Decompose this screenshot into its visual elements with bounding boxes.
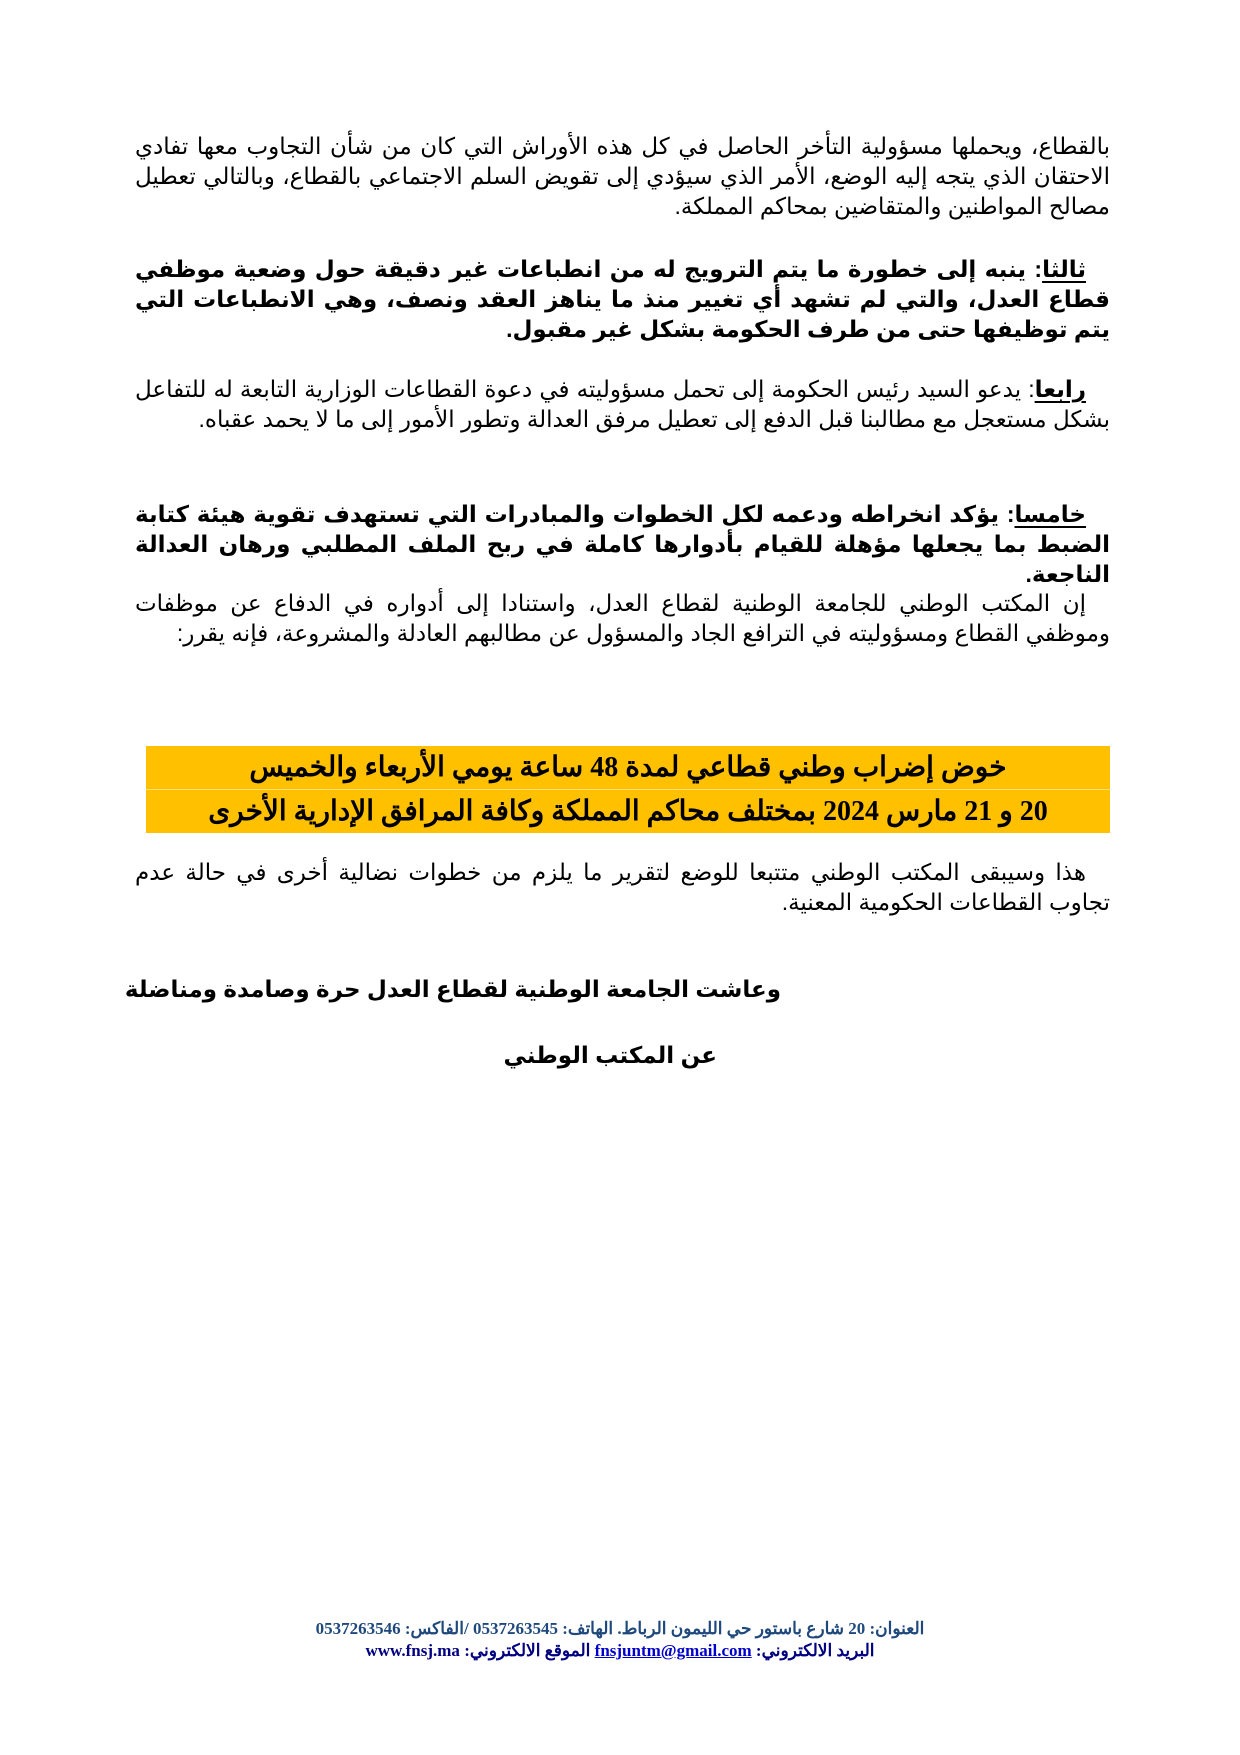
page-footer [0, 1618, 1240, 1662]
item-label-rabian: رابعا [1034, 376, 1086, 402]
item-label-thalithan: ثالثا [1042, 256, 1086, 282]
paragraph-decision-preamble [135, 588, 1110, 648]
email-link[interactable]: fnsjuntm@gmail.com [594, 1641, 752, 1660]
paragraph-text: بالقطاع، ويحملها مسؤولية التأخر الحاصل في كل هذه الأوراش التي كان من شأن التجاوب معها تفادي الاحتقان الذي يتجه إليه الوضع، الأمر الذي سيؤدي إلى تقويض السلم الاجتماعي بالقطاع، وبالتالي تعطيل مصالح المواطنين والمتقاضين بمحاكم المملكة. [135, 133, 1110, 219]
address-label: العنوان: [869, 1619, 925, 1638]
paragraph-text: إن المكتب الوطني للجامعة الوطنية لقطاع العدل، واستنادا إلى أدواره في الدفاع عن موظفات وموظفي القطاع ومسؤوليته في الترافع الجاد والمسؤول عن مطالبهم العادلة والمشروعة، فإنه يقرر: [135, 590, 1110, 646]
address-value: 20 شارع باستور حي الليمون الرباط. [617, 1619, 866, 1638]
closing-signoff: عن المكتب الوطني [503, 1042, 717, 1068]
paragraph-intro-continuation [135, 131, 1110, 221]
closing-slogan: وعاشت الجامعة الوطنية لقطاع العدل حرة وصامدة ومناضلة [124, 976, 781, 1002]
phone-label: الهاتف: [562, 1619, 614, 1638]
phone-value: 0537263545 [472, 1619, 558, 1638]
paragraph-khamisan [135, 499, 1110, 589]
website-value: www.fnsj.ma [365, 1641, 460, 1660]
footer-online-line [0, 1640, 1240, 1662]
banner-line-2: 20 و 21 مارس 2024 بمختلف محاكم المملكة وكافة المرافق الإدارية الأخرى [146, 789, 1110, 833]
email-label: البريد الالكتروني: [755, 1641, 875, 1660]
item-label-khamisan: خامسا [1014, 501, 1086, 527]
banner-line-1: خوض إضراب وطني قطاعي لمدة 48 ساعة يومي الأربعاء والخميس [249, 752, 1007, 783]
strike-announcement-banner [146, 746, 1110, 833]
paragraph-text: هذا وسيبقى المكتب الوطني متتبعا للوضع لتقرير ما يلزم من خطوات نضالية أخرى في حالة عدم تجاوب القطاعات الحكومية المعنية. [135, 859, 1110, 915]
fax-label: /الفاكس: [404, 1619, 469, 1638]
paragraph-follow-up [135, 857, 1110, 917]
paragraph-rabian [135, 374, 1110, 434]
paragraph-text: : ينبه إلى خطورة ما يتم الترويج له من انطباعات غير دقيقة حول وضعية موظفي قطاع العدل، والتي لم تشهد أي تغيير منذ ما يناهز العقد ونصف، وهي الانطباعات التي يتم توظيفها حتى من طرف الحكومة بشكل غير مقبول. [135, 256, 1110, 342]
paragraph-text: : يدعو السيد رئيس الحكومة إلى تحمل مسؤوليته في دعوة القطاعات الوزارية التابعة له للتفاعل بشكل مستعجل مع مطالبنا قبل الدفع إلى تعطيل مرفق العدالة وتطور الأمور إلى ما لا يحمد عقباه. [135, 376, 1110, 432]
website-label: الموقع الالكتروني: [464, 1641, 591, 1660]
paragraph-text: : يؤكد انخراطه ودعمه لكل الخطوات والمبادرات التي تستهدف تقوية هيئة كتابة الضبط بما يجعلها مؤهلة للقيام بأدوارها كاملة في ربح الملف المطلبي ورهان العدالة الناجعة. [135, 501, 1110, 587]
paragraph-thalithan [135, 254, 1110, 344]
fax-value: 0537263546 [315, 1619, 401, 1638]
footer-contact-line [0, 1618, 1240, 1640]
